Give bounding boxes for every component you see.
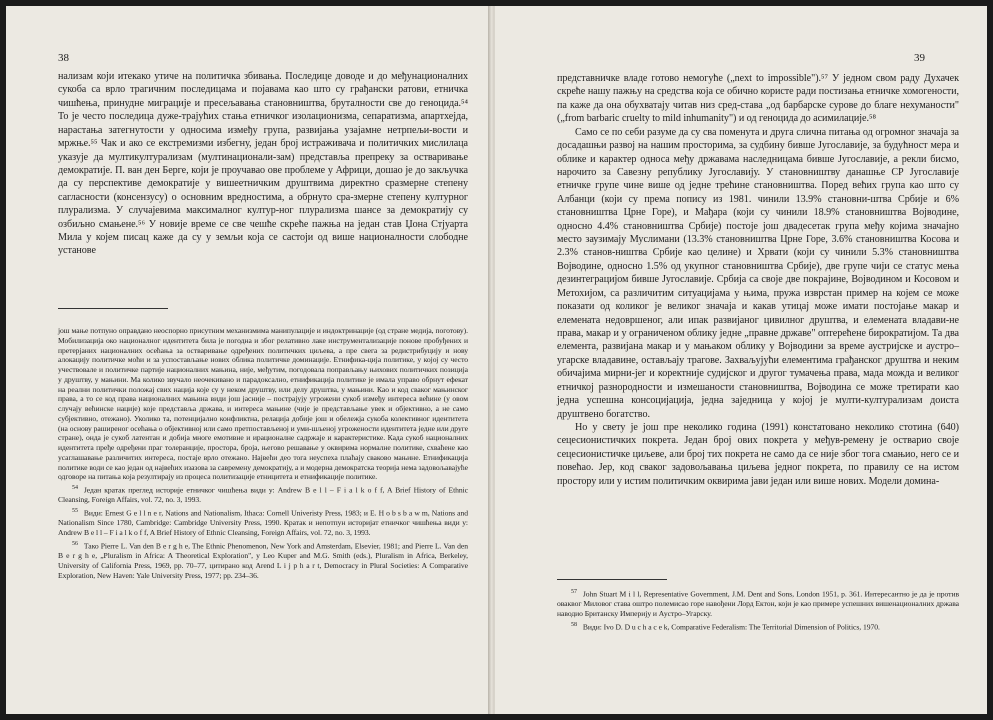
footnote-number: 58: [571, 621, 577, 628]
footnote-number: 55: [72, 508, 78, 515]
footnote: [58, 540, 468, 581]
main-text: [58, 70, 468, 258]
footnote-text: Види: Ernest G e l l n e r, Nations and Nationalism, Ithaca: Cornell Univeristy Press, 1983; и E. H o b s b a w m, Nations and Nationalism Since 1780, Cambridge: Cambridge University Press, 1990. Кратак и непотпун историјат етничког чишћења види у: Andrew B e l l – F i a l k o f f, A Brief History of Ethnic Cleansing, Foreign Affairs, vol. 72, no. 3, 1993.: [58, 508, 468, 538]
main-text: [557, 72, 959, 488]
footnote: [58, 484, 468, 505]
footnote: [557, 621, 959, 632]
paragraph: Само се по себи разуме да су сва поменута и друга слична питања од огромног значаја за досадашњи развој на нашим просторима, за судбину бивше Југославије, за будућност мера и облике и карактер односа међу државама наследницама бивше Југославије, а рекли бисмо, нарочито за Савезну републику Југославију. У становништву данашње СР Југославије етничке групе чине више од једне трећине становништва. Поред већих група као што су Албанци (који су према попису из 1981. чинили 13.9% становни-штва Србије и 6% становништва Црне Горе), и Мађара (који су чинили 18.9% становништва Војводине, односно 4.4% становништва Србије) постоје још двадесетак група међу којима значајно место заузимају Муслимани (13.3% становништва Црне Горе, 3.6% становништва Косова и 2.3% станов-ништва Србије као целине) и Хрвати (који су чинили 5.3% становништва Војводине, односно 1.5% од укупног становништва Србије), две групе чији се статус мења дезинтеграцијом бивше Југославије. Србија са своје две покрајине, Војводином и Косовом и Метохијом, са различитим ситуацијама у њима, пружа изврстан пример на којем се може показати од коликог је великог значаја и какав утицај може имати постојање макар и елемената недовршеног, али ипак развијаног цивилног друштва, и елемената владави-не права, макар и у ограниченом облику једне „правне државе" оптерећене бирократијом. Та два елемента, развијана макар и у мањаком облику у Војводини за време аустријске и аустро–угарске владавине, остављају трагове. Захваљујући елементима грађанског друштва и неким обичајима мирни-јег и коректније судијског и другог тумачења права, мада можда и великог етничкој разнородности и измешаности становништва, Војводина се може третирати као једна успешна консоцијација, једна заједница у којој је мулти-културализам доиста друштвено богатство.: [557, 126, 959, 420]
footnote-text: John Stuart M i l l, Representative Government, J.M. Dent and Sons, London 1951, p. 361. Интересантно је да је против оваквог Миловог става оштро полемисао горе навођени Лорд Ектон, који је као примере успешних вишенационалних држава наводио Британску Империју и Аустро–Угарску.: [557, 589, 959, 619]
left-page: [6, 6, 490, 714]
footnote-number: 54: [72, 485, 78, 491]
footnote-number: 57: [571, 589, 577, 595]
footnote-text: Један кратак преглед историје етничког чишћења види у: Andrew B e l l – F i a l k o f f, A Brief History of Ethnic Cleansing, Foreign Affairs, vol. 72, no. 3, 1993.: [58, 485, 468, 505]
right-page: [494, 6, 987, 714]
paragraph: Но у свету је још пре неколико година (1991) констатовано неколико стотина (640) сецесионистичких покрета. Један број ових покрета у међув-ремену је остварио своје сецесионистичке циљеве, али број тих покрета не само да се није због тога смањио, него се и повећао. Јер, код сваког задовољавања циљева једног покрета, по правилу се на истом простору или у истим политичким оквирима јави један или више нових. Модели домина-: [557, 421, 959, 487]
footnote-divider: [557, 579, 667, 580]
footnotes: [58, 326, 468, 580]
page-number: 38: [58, 52, 69, 64]
footnote-text: Тако Pierre L. Van den B e r g h e, The Ethnic Phenomenon, New York and Amsterdam, Elsevier, 1981; and Pierre L. Van den B e r g h e, „Pluralism in Africa: A Theoretical Exploration", у Leo Kuper and M.G. Smith (eds.), Pluralism in Africa, Berkeley, University of California Press, 1969, pp. 70–77, цитирано код Arend L i j p h a r t, Democracy in Plural Societies: A Comparative Exploration, New Haven: Yale University Press, 1977; pp. 234–36.: [58, 541, 468, 580]
footnote-text: Види: Ivo D. D u c h a c e k, Comparative Federalism: The Territorial Dimension of Politics, 1970.: [582, 622, 880, 632]
page-number: 39: [914, 52, 925, 64]
paragraph: нализам који итекако утиче на политичка збивања. Последице доводе и до међунационалних сукоба са врло трагичним последицама и појавама као што су грађански ратови, етничка чишћења, принудне миграције и пресељавања становништва, бруталности све до геноцида.⁵⁴ То је често последица дуже-трајућих стања етничког изолационизма, сепаратизма, апартхејда, нарастања затегнутости у односима између група, развијања узајамне нетрпељи-вости и мржње.⁵⁵ Чак и ако се екстремизми избегну, један број истраживача и политичких мислилаца указује да мултикултурализам (мултинационали-зам) представља препреку за остваривање демократије. П. ван ден Берге, који је проучавао ове проблеме у Африци, дошао је до закључка да су перспективе демократије у вишеетничким друштвима директно сразмерне степену сагласности (консензусу) о основним вредностима, а обрнуто сра-змерне степену културног плурализма. У случајевима максималног култур-ног плурализма шансе за демократију су озбиљно смањене.⁵⁶ У новије време се све чешће скреће пажња на један став Џона Стјуарта Мила у којем писац каже да су у земљи која се састоји од више националности слободне установе: [58, 71, 468, 257]
footnote-number: 56: [72, 540, 78, 547]
footnote: [58, 507, 468, 538]
footnotes: [557, 586, 959, 632]
footnote: [557, 588, 959, 619]
footnote-divider: [58, 308, 168, 309]
paragraph: представничке владе готово немогуће („next to impossible").⁵⁷ У једном свом раду Духачек скреће нашу пажњу на средства која се обично користе ради постизања етничке хомогености, па каже да она обухватају читав низ сред-става „од барбарске сурове до благе нехуманости" („from barbaric cruelty to mild inhumanity") и од геноцида до асимилације.⁵⁸: [557, 73, 959, 125]
footnote-continuation: још мање потпуно оправдано неоспорно присутним механизмима манипулације и индоктринације (од стране медија, поготову). Мобилизација око националног идентитета била је погодна и због релативно лаке инструментализације понове пробуђених и претерјаних националних осећања за остваривање одређених политичких циљева, а пре свега за редистрибуцију и нову алокацију политичке моћи и за успостављање нових облика политичке доминације. Етнифика-ција политике, у којој су често учествовале и политичке партије националних мањина, није, међутим, погодовала поправљању њихових политичких позиција у друштву, у мањини. Ма колико звучало неочекивано и парадоксално, етнификација политике је имала управо обрнут ефекат на реални политички положај свих нација које су у неком друштву, или делу друштва, у мањини. Као и код сваког мањинског права, а то се код права националних мањина види још јасније – пострајују угрожени сукоб између интереса већине (у овом случају већинске нације) које представља држава, и интереса мањине (чије је представљање увек и објективно, а не само субјективно, отежано). Уколико та, потенцијално конфликтна, релација добије још и обележја сукоба колективног идентитета (на основу раширеног осећања о објективној или само претпостављеној и уми-шљеној угрожености идентитета једне или друге стране), онда је сукоб латентан и добија многе емотивне и ирационалне садржаје и карактеристике. Када сукоб националних идентитета пређе одређени праг толеранције, простора, броја, његово решавање у оквирима нормалне политике, схваћене као усаглашавање различитих интереса, постаје врло отежано. Највећи део тога неуспеха плаћају сваково мањине. Етнификација политике води се као један од највећих изазова за савремену демократију, а и модерна демократска теорија нема задовољавајуће одговоре на питања која резултирају из процеса политизације етницитета и етнификације политике.: [58, 326, 468, 482]
